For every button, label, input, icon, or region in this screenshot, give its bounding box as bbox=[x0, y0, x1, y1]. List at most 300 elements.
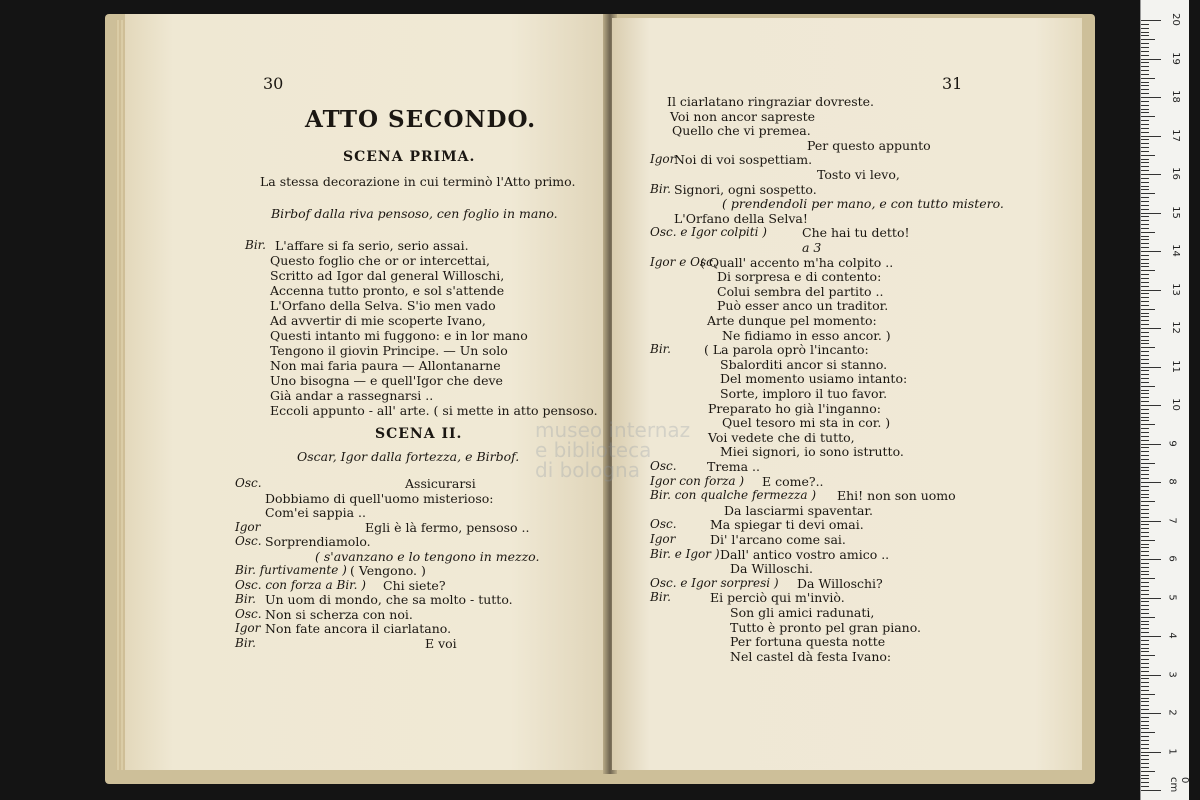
ruler-tick bbox=[1141, 363, 1149, 364]
verse-line: Per fortuna questa notte bbox=[730, 634, 886, 650]
ruler-tick bbox=[1141, 782, 1149, 783]
ruler-tick bbox=[1141, 270, 1155, 271]
speaker-label: Igor bbox=[650, 532, 676, 546]
ruler-tick bbox=[1141, 709, 1149, 710]
ruler-tick bbox=[1141, 316, 1149, 317]
ruler-label: 13 bbox=[1169, 282, 1181, 296]
ruler-tick bbox=[1141, 497, 1149, 498]
verse-line: Può esser anco un traditor. bbox=[717, 298, 889, 314]
ruler-tick bbox=[1141, 771, 1155, 772]
ruler-tick bbox=[1141, 655, 1155, 656]
ruler-tick bbox=[1141, 105, 1149, 106]
ruler-tick bbox=[1141, 417, 1149, 418]
ruler-tick bbox=[1141, 540, 1155, 541]
ruler-tick bbox=[1141, 297, 1149, 298]
ruler-tick bbox=[1141, 136, 1161, 137]
verse-line: Non mai faria paura — Allontanarne bbox=[270, 358, 501, 373]
ruler-tick bbox=[1141, 178, 1149, 179]
verse-line: L'affare si fa serio, serio assai. bbox=[275, 238, 469, 253]
ruler-tick bbox=[1141, 378, 1149, 379]
ruler-tick bbox=[1141, 236, 1149, 237]
ruler-tick bbox=[1141, 28, 1149, 29]
ruler-tick bbox=[1141, 713, 1161, 714]
dialogue-line: E voi bbox=[425, 635, 457, 651]
verse-line: Trema .. bbox=[707, 459, 760, 474]
ruler-tick bbox=[1141, 621, 1149, 622]
ruler-tick bbox=[1141, 328, 1161, 329]
ruler-label: 19 bbox=[1169, 51, 1181, 65]
speaker-label: Bir. e Igor ) bbox=[650, 546, 720, 561]
ruler-tick bbox=[1141, 447, 1149, 448]
ruler-tick bbox=[1141, 451, 1149, 452]
ruler-tick bbox=[1141, 436, 1149, 437]
speaker-label: Bir. bbox=[650, 342, 671, 357]
ruler-tick bbox=[1141, 166, 1149, 167]
ruler-label: 9 bbox=[1166, 439, 1178, 447]
verse-line: Del momento usiamo intanto: bbox=[720, 371, 908, 387]
speaker-label: Igor bbox=[235, 621, 261, 635]
ruler-tick bbox=[1141, 159, 1149, 160]
verse-line: Uno bisogna — e quell'Igor che deve bbox=[270, 373, 503, 388]
ruler-tick bbox=[1141, 43, 1149, 44]
ruler-tick bbox=[1141, 70, 1149, 71]
speaker-label: Bir. bbox=[235, 592, 256, 606]
ruler-tick bbox=[1141, 682, 1149, 683]
ruler-tick bbox=[1141, 174, 1161, 175]
speaker-label: Bir. bbox=[650, 181, 671, 196]
ruler-tick bbox=[1141, 255, 1149, 256]
ruler-tick bbox=[1141, 444, 1161, 445]
ruler-tick bbox=[1141, 343, 1149, 344]
verse-line: Il ciarlatano ringraziar dovreste. bbox=[667, 94, 875, 109]
ruler-tick bbox=[1141, 675, 1161, 676]
measurement-ruler bbox=[1140, 0, 1189, 800]
ruler-tick bbox=[1141, 320, 1149, 321]
ruler-tick bbox=[1141, 55, 1149, 56]
verse-line: Già andar a rassegnarsi .. bbox=[270, 388, 434, 403]
verse-line: Nel castel dà festa Ivano: bbox=[730, 648, 892, 664]
ruler-tick bbox=[1141, 301, 1149, 302]
scene-heading-1: SCENA PRIMA. bbox=[343, 149, 476, 165]
ruler-tick bbox=[1141, 632, 1149, 633]
stage-direction-2: Oscar, Igor dalla fortezza, e Birbof. bbox=[297, 449, 520, 464]
speaker-label: Igor bbox=[650, 152, 676, 167]
ruler-tick bbox=[1141, 717, 1149, 718]
ruler-tick bbox=[1141, 228, 1149, 229]
ruler-tick bbox=[1141, 490, 1149, 491]
ruler-tick bbox=[1141, 748, 1149, 749]
ruler-tick bbox=[1141, 128, 1149, 129]
ruler-tick bbox=[1141, 170, 1149, 171]
ruler-tick bbox=[1141, 786, 1149, 787]
ruler-tick bbox=[1141, 189, 1149, 190]
ruler-tick bbox=[1141, 259, 1149, 260]
ruler-label: 3 bbox=[1166, 670, 1178, 678]
speaker-label: Osc. bbox=[235, 606, 262, 621]
ruler-tick bbox=[1141, 521, 1161, 522]
ruler-tick bbox=[1141, 459, 1149, 460]
ruler-tick bbox=[1141, 359, 1149, 360]
ruler-tick bbox=[1141, 274, 1149, 275]
ruler-tick bbox=[1141, 216, 1149, 217]
verse-line: ( La parola oprò l'incanto: bbox=[704, 342, 869, 358]
ruler-tick bbox=[1141, 293, 1149, 294]
ruler-tick bbox=[1141, 313, 1149, 314]
dialogue-line: ( Vengono. ) bbox=[350, 563, 426, 578]
verse-line: Tosto vi levo, bbox=[817, 167, 900, 182]
ruler-tick bbox=[1141, 551, 1149, 552]
dialogue-line: Sorprendiamolo. bbox=[265, 534, 371, 549]
ruler-tick bbox=[1141, 282, 1149, 283]
ruler-tick bbox=[1141, 609, 1149, 610]
ruler-tick bbox=[1141, 139, 1149, 140]
verse-line: Sorte, imploro il tuo favor. bbox=[720, 386, 888, 401]
ruler-tick bbox=[1141, 701, 1149, 702]
ruler-tick bbox=[1141, 628, 1149, 629]
ruler-label: 20 bbox=[1169, 13, 1181, 26]
speaker-label: Osc. bbox=[235, 476, 262, 490]
ruler-tick bbox=[1141, 20, 1161, 21]
ruler-tick bbox=[1141, 517, 1149, 518]
ruler-tick bbox=[1141, 155, 1155, 156]
verse-line: Ei perciò qui m'inviò. bbox=[710, 590, 845, 606]
verse-line: Quel tesoro mi sta in cor. ) bbox=[722, 415, 891, 431]
verse-line: Ma spiegar ti devi omai. bbox=[710, 517, 864, 533]
ruler-tick bbox=[1141, 613, 1149, 614]
speaker-label: Osc. bbox=[235, 534, 262, 548]
verse-line: Accenna tutto pronto, e sol s'attende bbox=[270, 283, 505, 298]
ruler-tick bbox=[1141, 197, 1149, 198]
ruler-tick bbox=[1141, 567, 1149, 568]
ruler-tick bbox=[1141, 347, 1155, 348]
verse-line: L'Orfano della Selva. S'io men vado bbox=[270, 298, 496, 313]
ruler-tick bbox=[1141, 736, 1149, 737]
ruler-label: 2 bbox=[1166, 709, 1178, 716]
ruler-tick bbox=[1141, 440, 1149, 441]
right-page bbox=[612, 18, 1082, 770]
ruler-tick bbox=[1141, 690, 1149, 691]
verse-line: a 3 bbox=[802, 240, 822, 255]
ruler-tick bbox=[1141, 536, 1149, 537]
ruler-tick bbox=[1141, 401, 1149, 402]
ruler-tick bbox=[1141, 555, 1149, 556]
verse-line: Signori, ogni sospetto. bbox=[674, 181, 817, 197]
ruler-tick bbox=[1141, 112, 1149, 113]
ruler-label: 11 bbox=[1169, 359, 1181, 373]
verse-line: Tengono il giovin Principe. — Un solo bbox=[270, 343, 508, 358]
ruler-label: 14 bbox=[1169, 244, 1181, 257]
ruler-tick bbox=[1141, 82, 1149, 83]
ruler-tick bbox=[1141, 644, 1149, 645]
ruler-label: 8 bbox=[1166, 478, 1178, 485]
ruler-tick bbox=[1141, 752, 1161, 753]
ruler-label: 15 bbox=[1169, 205, 1181, 219]
verse-line: Voi non ancor sapreste bbox=[670, 108, 816, 124]
ruler-tick bbox=[1141, 428, 1149, 429]
ruler-tick bbox=[1141, 351, 1149, 352]
ruler-tick bbox=[1141, 62, 1149, 63]
ruler-label: 6 bbox=[1166, 555, 1178, 562]
ruler-tick bbox=[1141, 659, 1149, 660]
ruler-tick bbox=[1141, 778, 1149, 779]
ruler-tick bbox=[1141, 340, 1149, 341]
ruler-tick bbox=[1141, 463, 1155, 464]
ruler-tick bbox=[1141, 355, 1149, 356]
ruler-tick bbox=[1141, 51, 1149, 52]
ruler-tick bbox=[1141, 513, 1149, 514]
ruler-label: 0 cm bbox=[1168, 777, 1190, 793]
ruler-tick bbox=[1141, 686, 1149, 687]
ruler-tick bbox=[1141, 601, 1149, 602]
speaker-label: Igor e Osc. bbox=[650, 254, 717, 269]
ruler-tick bbox=[1141, 24, 1149, 25]
speaker-label: Osc. bbox=[650, 459, 677, 473]
ruler-tick bbox=[1141, 239, 1149, 240]
speaker-label: Igor bbox=[235, 519, 261, 534]
ruler-tick bbox=[1141, 509, 1149, 510]
verse-line: Da lasciarmi spaventar. bbox=[724, 502, 873, 518]
ruler-tick bbox=[1141, 393, 1149, 394]
verse-line: Per questo appunto bbox=[807, 137, 931, 153]
page-number-right: 31 bbox=[942, 74, 963, 93]
ruler-tick bbox=[1141, 728, 1149, 729]
verse-line: Noi di voi sospettiam. bbox=[674, 152, 813, 168]
ruler-tick bbox=[1141, 209, 1149, 210]
ruler-tick bbox=[1141, 266, 1149, 267]
ruler-tick bbox=[1141, 309, 1155, 310]
ruler-tick bbox=[1141, 624, 1149, 625]
ruler-tick bbox=[1141, 120, 1149, 121]
ruler-tick bbox=[1141, 763, 1149, 764]
ruler-tick bbox=[1141, 767, 1149, 768]
ruler-tick bbox=[1141, 424, 1155, 425]
ruler-tick bbox=[1141, 574, 1149, 575]
speaker-label: Igor con forza ) bbox=[650, 473, 745, 488]
ruler-tick bbox=[1141, 547, 1149, 548]
verse-line: Dall' antico vostro amico .. bbox=[720, 546, 890, 562]
ruler-tick bbox=[1141, 455, 1149, 456]
ruler-tick bbox=[1141, 725, 1149, 726]
ruler-tick bbox=[1141, 247, 1149, 248]
verse-line: L'Orfano della Selva! bbox=[674, 210, 808, 226]
ruler-tick bbox=[1141, 286, 1149, 287]
ruler-tick bbox=[1141, 35, 1149, 36]
ruler-tick bbox=[1141, 89, 1149, 90]
dialogue-line: Un uom di mondo, che sa molto - tutto. bbox=[265, 592, 513, 607]
ruler-tick bbox=[1141, 324, 1149, 325]
ruler-tick bbox=[1141, 213, 1161, 214]
left-page bbox=[125, 14, 607, 770]
verse-line: Da Willoschi. bbox=[730, 561, 814, 577]
ruler-tick bbox=[1141, 586, 1149, 587]
ruler-label: 16 bbox=[1169, 167, 1181, 180]
ruler-tick bbox=[1141, 524, 1149, 525]
verse-line: Quello che vi premea. bbox=[672, 123, 811, 139]
ruler-label: 17 bbox=[1169, 128, 1181, 142]
ruler-tick bbox=[1141, 205, 1149, 206]
ruler-tick bbox=[1141, 116, 1155, 117]
ruler-tick bbox=[1141, 367, 1161, 368]
ruler-tick bbox=[1141, 39, 1155, 40]
ruler-tick bbox=[1141, 648, 1149, 649]
verse-line: ( prendendoli per mano, e con tutto mistero. bbox=[722, 196, 1004, 212]
scene-heading-2: SCENA II. bbox=[375, 426, 463, 442]
ruler-tick bbox=[1141, 678, 1149, 679]
ruler-tick bbox=[1141, 667, 1149, 668]
verse-line: Che hai tu detto! bbox=[802, 225, 910, 241]
verse-line: Preparato ho già l'inganno: bbox=[708, 400, 881, 416]
ruler-tick bbox=[1141, 397, 1149, 398]
ruler-tick bbox=[1141, 162, 1149, 163]
ruler-tick bbox=[1141, 78, 1155, 79]
ruler-tick bbox=[1141, 474, 1149, 475]
ruler-tick bbox=[1141, 721, 1149, 722]
dialogue-line: Assicurarsi bbox=[405, 476, 476, 491]
verse-line: Voi vedete che di tutto, bbox=[708, 429, 855, 445]
ruler-label: 4 bbox=[1166, 632, 1178, 639]
speaker-label: Osc. e Igor sorpresi ) bbox=[650, 575, 779, 590]
ruler-tick bbox=[1141, 278, 1149, 279]
verse-line: Tutto è pronto pel gran piano. bbox=[730, 619, 921, 635]
ruler-tick bbox=[1141, 47, 1149, 48]
verse-line: Miei signori, io sono istrutto. bbox=[720, 444, 904, 460]
ruler-tick bbox=[1141, 790, 1161, 791]
ruler-tick bbox=[1141, 528, 1149, 529]
ruler-tick bbox=[1141, 571, 1149, 572]
verse-line: Di sorpresa e di contento: bbox=[717, 269, 882, 285]
ruler-tick bbox=[1141, 409, 1149, 410]
verse-line: Son gli amici radunati, bbox=[730, 605, 875, 620]
ruler-tick bbox=[1141, 470, 1149, 471]
ruler-tick bbox=[1141, 336, 1149, 337]
ruler-tick bbox=[1141, 224, 1149, 225]
ruler-tick bbox=[1141, 663, 1149, 664]
ruler-tick bbox=[1141, 651, 1149, 652]
ruler-tick bbox=[1141, 698, 1149, 699]
ruler-tick bbox=[1141, 694, 1155, 695]
verse-line: Di' l'arcano come sai. bbox=[710, 532, 846, 547]
ruler-tick bbox=[1141, 182, 1149, 183]
ruler-tick bbox=[1141, 332, 1149, 333]
ruler-tick bbox=[1141, 640, 1149, 641]
ruler-tick bbox=[1141, 220, 1149, 221]
ruler-tick bbox=[1141, 109, 1149, 110]
verse-line: Questi intanto mi fuggono: e in lor mano bbox=[270, 328, 528, 343]
ruler-tick bbox=[1141, 124, 1149, 125]
ruler-tick bbox=[1141, 93, 1149, 94]
ruler-tick bbox=[1141, 501, 1155, 502]
ruler-tick bbox=[1141, 263, 1149, 264]
verse-line: Ad avvertir di mie scoperte Ivano, bbox=[270, 313, 486, 328]
ruler-tick bbox=[1141, 232, 1155, 233]
ruler-tick bbox=[1141, 532, 1149, 533]
ruler-tick bbox=[1141, 413, 1149, 414]
ruler-tick bbox=[1141, 744, 1149, 745]
ruler-label: 12 bbox=[1169, 321, 1181, 334]
ruler-tick bbox=[1141, 482, 1161, 483]
ruler-tick bbox=[1141, 382, 1149, 383]
ruler-label: 18 bbox=[1169, 90, 1181, 103]
verse-line: Sbalorditi ancor si stanno. bbox=[720, 356, 888, 372]
dialogue-line: Non fate ancora il ciarlatano. bbox=[265, 621, 452, 636]
ruler-tick bbox=[1141, 578, 1155, 579]
speaker-label: Bir. bbox=[235, 635, 256, 650]
speaker-label: Osc. bbox=[650, 517, 677, 532]
ruler-tick bbox=[1141, 582, 1149, 583]
ruler-tick bbox=[1141, 594, 1149, 595]
dialogue-line: Chi siete? bbox=[383, 577, 446, 593]
ruler-tick bbox=[1141, 636, 1161, 637]
act-title: ATTO SECONDO. bbox=[305, 106, 537, 133]
ruler-tick bbox=[1141, 671, 1149, 672]
ruler-tick bbox=[1141, 559, 1161, 560]
page-number-left: 30 bbox=[263, 74, 284, 93]
dialogue-line: Dobbiamo di quell'uomo misterioso: bbox=[265, 490, 494, 506]
library-watermark: museo internaz e biblioteca di bologna bbox=[535, 418, 691, 482]
ruler-tick bbox=[1141, 617, 1155, 618]
ruler-tick bbox=[1141, 390, 1149, 391]
ruler-tick bbox=[1141, 151, 1149, 152]
verse-line: Arte dunque pel momento: bbox=[707, 313, 877, 328]
ruler-tick bbox=[1141, 374, 1149, 375]
ruler-tick bbox=[1141, 605, 1149, 606]
verse-line: E come?.. bbox=[762, 473, 824, 489]
ruler-tick bbox=[1141, 467, 1149, 468]
verse-line: Ne fidiamo in esso ancor. ) bbox=[722, 327, 891, 343]
ruler-tick bbox=[1141, 101, 1149, 102]
dialogue-line: Egli è là fermo, pensoso .. bbox=[365, 519, 530, 535]
ruler-label: 1 bbox=[1166, 747, 1178, 755]
speaker-bir: Bir. bbox=[245, 238, 266, 252]
ruler-tick bbox=[1141, 97, 1161, 98]
speaker-label: Bir. bbox=[650, 590, 671, 605]
ruler-tick bbox=[1141, 251, 1161, 252]
ruler-tick bbox=[1141, 143, 1149, 144]
ruler-tick bbox=[1141, 59, 1161, 60]
ruler-tick bbox=[1141, 147, 1149, 148]
ruler-tick bbox=[1141, 705, 1149, 706]
speaker-label: Osc. e Igor colpiti ) bbox=[650, 225, 767, 240]
speaker-label: Bir. furtivamente ) bbox=[235, 563, 347, 577]
ruler-tick bbox=[1141, 186, 1149, 187]
ruler-tick bbox=[1141, 563, 1149, 564]
ruler-tick bbox=[1141, 370, 1149, 371]
ruler-tick bbox=[1141, 486, 1149, 487]
ruler-tick bbox=[1141, 386, 1155, 387]
ruler-label: 5 bbox=[1166, 593, 1178, 601]
dialogue-line: Non si scherza con noi. bbox=[265, 606, 413, 622]
verse-line: Eccoli appunto - all' arte. ( si mette in atto pensoso. bbox=[270, 403, 598, 418]
ruler-tick bbox=[1141, 755, 1149, 756]
ruler-tick bbox=[1141, 505, 1149, 506]
verse-line: Questo foglio che or or intercettai, bbox=[270, 253, 490, 268]
ruler-tick bbox=[1141, 732, 1155, 733]
verse-line: ( Quall' accento m'ha colpito .. bbox=[700, 254, 894, 270]
ruler-tick bbox=[1141, 66, 1149, 67]
ruler-tick bbox=[1141, 405, 1161, 406]
scene-subtitle: La stessa decorazione in cui terminò l'Atto primo. bbox=[260, 174, 576, 189]
ruler-tick bbox=[1141, 544, 1149, 545]
ruler-tick bbox=[1141, 132, 1149, 133]
verse-line: Ehi! non son uomo bbox=[837, 488, 956, 504]
ruler-tick bbox=[1141, 290, 1161, 291]
ruler-tick bbox=[1141, 201, 1149, 202]
ruler-tick bbox=[1141, 32, 1149, 33]
ruler-tick bbox=[1141, 243, 1149, 244]
ruler-tick bbox=[1141, 193, 1155, 194]
ruler-tick bbox=[1141, 432, 1149, 433]
ruler-tick bbox=[1141, 420, 1149, 421]
